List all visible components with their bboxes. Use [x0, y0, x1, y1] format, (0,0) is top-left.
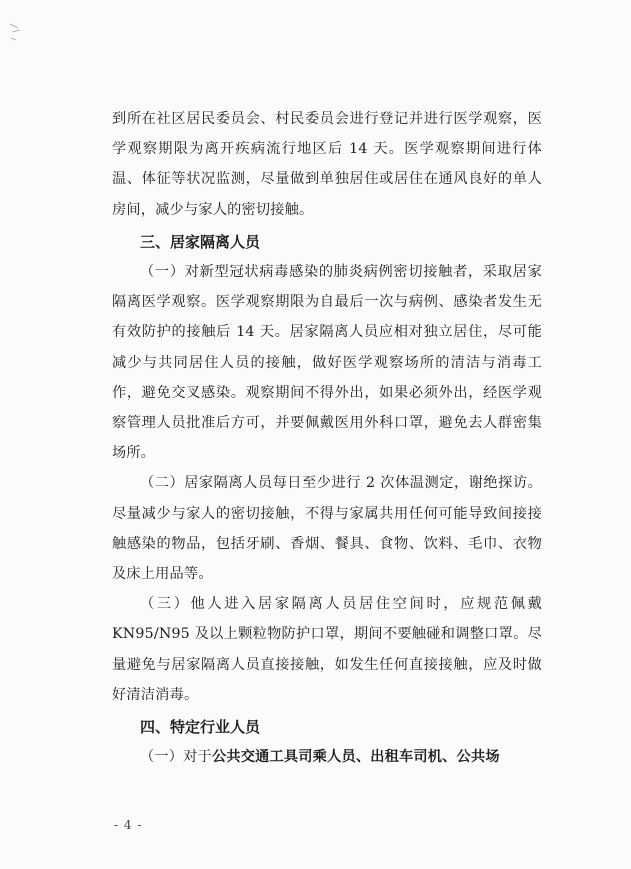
section3-para3: （三）他人进入居家隔离人员居住空间时，应规范佩戴 KN95/N95 及以上颗粒物防护口罩，期间不要触碰和调整口罩。尽量避免与居家隔离人员直接接触，如发生任何直接接触，应及时做好清洁消毒。 — [112, 596, 542, 703]
page-number: - 4 - — [114, 818, 143, 832]
intro-paragraph: 到所在社区居民委员会、村民委员会进行登记并进行医学观察，医学观察期限为离开疾病流行地区后 14 天。医学观察期间进行体温、体征等状况监测，尽量做到单独居住或居住在通风良好的单人房间，减少与家人的密切接触。 — [112, 111, 542, 218]
section3-para1: （一）对新型冠状病毒感染的肺炎病例密切接触者，采取居家隔离医学观察。医学观察期限为自最后一次与病例、感染者发生无有效防护的接触后 14 天。居家隔离人员应相对独立居住，尽可能减少与共同居住人员的接触，做好医学观察场所的清洁与消毒工作，避免交叉感染。观察期间不得外出，如果必须外出，经医学观察管理人员批准后方可，并要佩戴医用外科口罩，避免去人群密集场所。 — [112, 264, 542, 462]
scan-corner-mark — [8, 18, 38, 48]
section4-para1-bold: 公共交通工具司乘人员、出租车司机、公共场 — [211, 749, 500, 766]
section4-para1 — [112, 742, 542, 772]
section4-heading: 四、特定行业人员 — [140, 718, 261, 737]
section3-para2: （二）居家隔离人员每日至少进行 2 次体温测定，谢绝探访。尽量减少与家人的密切接触，不得与家属共用任何可能导致间接接触感染的物品，包括牙刷、香烟、餐具、食物、饮料、毛巾、衣物及床上用品等。 — [112, 475, 542, 583]
document-body — [112, 104, 542, 772]
section4-para1-prefix: （一）对于 — [140, 749, 212, 766]
section3-heading: 三、居家隔离人员 — [140, 232, 261, 251]
binding-mark-icon — [8, 18, 38, 48]
